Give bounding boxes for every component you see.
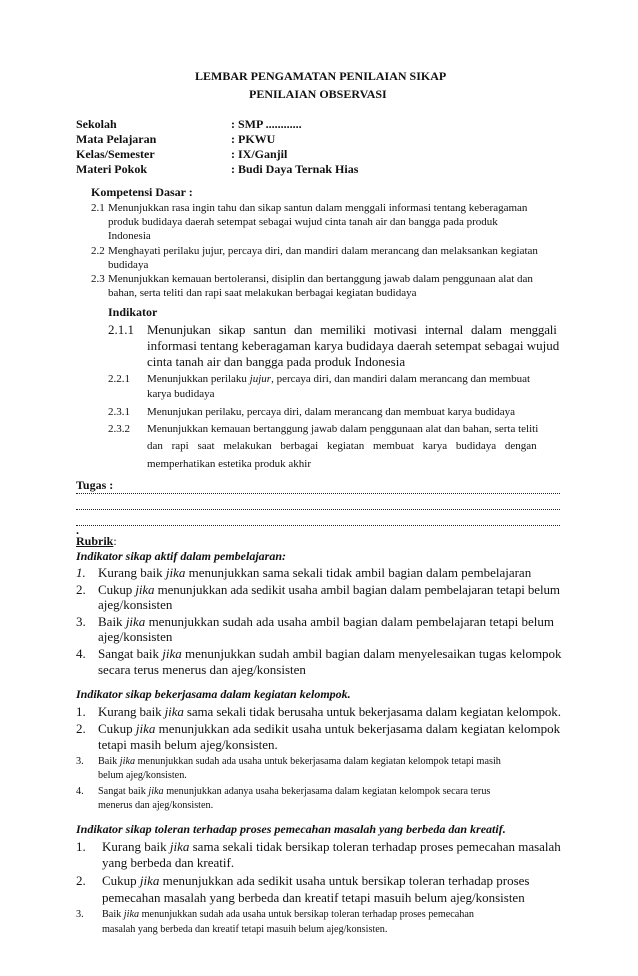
rubrik-item-number: 2. (76, 721, 86, 736)
indikator-line: Menunjukan sikap santun dan memiliki motivasi internal dalam menggali (147, 322, 557, 337)
rubrik-item-line: Sangat baik jika menunjukkan adanya usaha bekerjasama dalam kegiatan kelompok secara terus (98, 786, 491, 797)
rubrik-section-heading: Indikator sikap aktif dalam pembelajaran: (76, 549, 287, 563)
identity-value-sekolah: : SMP ............ (231, 117, 302, 131)
rubrik-label: Rubrik (76, 534, 114, 548)
rubrik-item-number: 4. (76, 786, 84, 797)
indikator-line: memperhatikan estetika produk akhir (147, 458, 312, 470)
rubrik-item-line: Kurang baik jika sama sekali tidak berusaha untuk bekerjasama dalam kegiatan kelompok. (98, 704, 561, 719)
indikator-line: Menunjukan perilaku, percaya diri, dalam merancang dan membuat karya budidaya (147, 406, 516, 418)
kd-heading: Kompetensi Dasar : (91, 185, 193, 199)
rubrik-item-line: masalah yang berbeda dan kreatif tetapi masuih belum ajeg/konsisten. (102, 924, 388, 935)
tugas-dotted-line (76, 508, 560, 510)
indikator-number: 2.3.1 (108, 406, 130, 418)
rubrik-item-number: 1. (76, 565, 86, 580)
kd-line: Menunjukkan rasa ingin tahu dan sikap santun dalam menggali informasi tentang keberagaman (108, 202, 528, 214)
rubrik-section-heading: Indikator sikap bekerjasama dalam kegiatan kelompok. (76, 687, 351, 701)
rubrik-item-number: 3. (76, 756, 84, 767)
rubrik-item-line: secara terus menerus dan ajeg/konsisten (98, 662, 306, 677)
rubrik-item-number: 1. (76, 839, 86, 854)
rubrik-label-row (76, 535, 117, 549)
indikator-line: Menunjukkan perilaku jujur, percaya diri, dan mandiri dalam merancang dan membuat (147, 373, 531, 385)
rubrik-colon: : (113, 534, 117, 548)
kd-number: 2.2 (91, 245, 105, 257)
kd-number: 2.3 (91, 273, 105, 285)
rubrik-item-number: 3. (76, 614, 86, 629)
rubrik-item-line: Baik jika menunjukkan sudah ada usaha untuk bersikap toleran terhadap proses pemecahan (102, 909, 475, 920)
rubrik-item-number: 4. (76, 646, 86, 661)
tugas-tail: . (76, 523, 79, 537)
tugas-dotted-line (76, 524, 560, 526)
rubrik-item-number: 1. (76, 704, 86, 719)
identity-label-materi: Materi Pokok (76, 162, 147, 176)
indikator-line: cinta tanah air dan bangga pada produk Indonesia (147, 354, 406, 369)
identity-value-kelas: : IX/Ganjil (231, 147, 288, 161)
rubrik-item-line: yang berbeda dan kreatif. (102, 855, 235, 870)
indikator-number: 2.1.1 (108, 322, 134, 337)
indikator-number: 2.3.2 (108, 423, 130, 435)
rubrik-item-line: pemecahan masalah yang berbeda dan kreatif tetapi masuih belum ajeg/konsisten (102, 890, 525, 905)
identity-value-mapel: : PKWU (231, 132, 276, 146)
kd-line: produk budidaya daerah setempat sebagai wujud cinta tanah air dan bangga pada produk (108, 216, 498, 228)
rubrik-item-line: Kurang baik jika sama sekali tidak bersikap toleran terhadap proses pemecahan masalah (102, 839, 561, 854)
kd-line: budidaya (108, 259, 149, 271)
indikator-line: dan rapi saat melakukan berbagai kegiatan membuat karya budidaya dengan (147, 440, 537, 452)
rubrik-item-line: Sangat baik jika menunjukkan sudah ambil bagian dalam menyelesaikan tugas kelompok (98, 646, 562, 661)
rubrik-section-heading: Indikator sikap toleran terhadap proses pemecahan masalah yang berbeda dan kreatif. (76, 822, 506, 836)
document-subtitle: PENILAIAN OBSERVASI (249, 87, 387, 101)
identity-label-mapel: Mata Pelajaran (76, 132, 157, 146)
identity-label-sekolah: Sekolah (76, 117, 117, 131)
kd-line: Menunjukkan kemauan bertoleransi, disiplin dan bertanggung jawab dalam penggunaan alat dan (108, 273, 533, 285)
rubrik-item-number: 3. (76, 909, 84, 920)
indikator-heading: Indikator (108, 305, 158, 319)
kd-line: Indonesia (108, 230, 151, 242)
rubrik-item-line: Cukup jika menunjukkan ada sedikit usaha untuk bersikap toleran terhadap proses (102, 873, 530, 888)
rubrik-item-line: Baik jika menunjukkan sudah ada usaha untuk bekerjasama dalam kegiatan kelompok tetapi masih (98, 756, 501, 767)
kd-line: bahan, serta teliti dan rapi saat melakukan berbagai kegiatan budidaya (108, 287, 417, 299)
tugas-label: Tugas : (76, 478, 114, 492)
rubrik-item-line: belum ajeg/konsisten. (98, 770, 187, 781)
kd-line: Menghayati perilaku jujur, percaya diri, dan mandiri dalam merancang dan melaksankan kegiatan (108, 245, 538, 257)
indikator-line: Menunjukkan kemauan bertanggung jawab dalam penggunaan alat dan bahan, serta teliti (147, 423, 539, 435)
rubrik-item-line: Cukup jika menunjukkan ada sedikit usaha ambil bagian dalam pembelajaran tetapi belum (98, 582, 560, 597)
identity-label-kelas: Kelas/Semester (76, 147, 155, 161)
indikator-line: informasi tentang keberagaman karya budidaya daerah setempat sebagai wujud (147, 338, 560, 353)
rubrik-item-line: Baik jika menunjukkan sudah ada usaha ambil bagian dalam pembelajaran tetapi belum (98, 614, 554, 629)
rubrik-item-line: Cukup jika menunjukkan ada sedikit usaha untuk bekerjasama dalam kegiatan kelompok (98, 721, 561, 736)
indikator-line: karya budidaya (147, 388, 215, 400)
rubrik-item-line: ajeg/konsisten (98, 597, 173, 612)
rubrik-item-line: tetapi masih belum ajeg/konsisten. (98, 737, 278, 752)
tugas-dotted-line (76, 492, 560, 494)
rubrik-item-line: menerus dan ajeg/konsisten. (98, 800, 214, 811)
rubrik-item-number: 2. (76, 582, 86, 597)
rubrik-item-line: ajeg/konsisten (98, 629, 173, 644)
rubrik-item-line: Kurang baik jika menunjukkan sama sekali tidak ambil bagian dalam pembelajaran (98, 565, 532, 580)
document-title: LEMBAR PENGAMATAN PENILAIAN SIKAP (195, 69, 447, 83)
rubrik-item-number: 2. (76, 873, 86, 888)
indikator-number: 2.2.1 (108, 373, 130, 385)
identity-value-materi: : Budi Daya Ternak Hias (231, 162, 359, 176)
kd-number: 2.1 (91, 202, 105, 214)
